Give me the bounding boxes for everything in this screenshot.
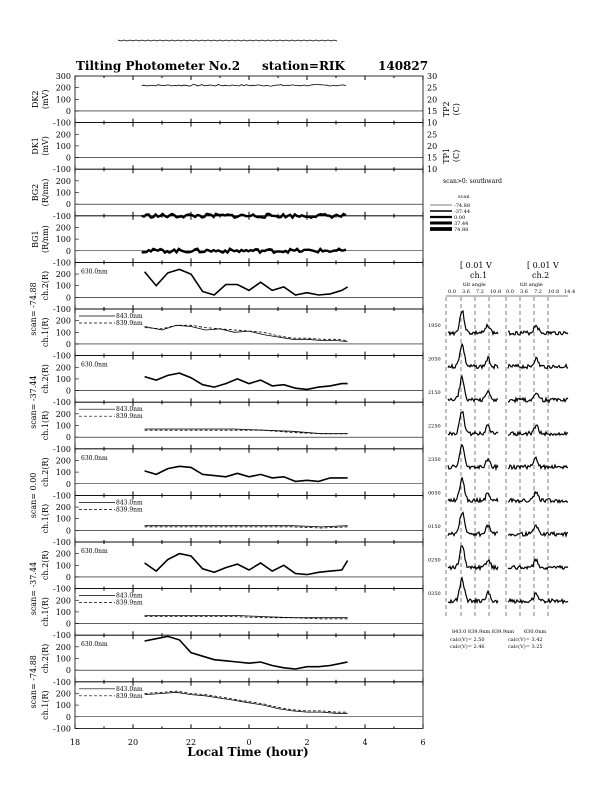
series-line-630-0nm [145,466,348,481]
panel-ylabel-unit: (mV) [41,89,50,110]
ch2-axis-label: 14.4 [564,289,576,295]
ch1-profile [448,546,498,570]
temp-tick-label: 20 [427,141,438,151]
panel-ylabel: DK1 [31,137,40,155]
y-tick-label: 100 [55,607,71,617]
y-tick-label: 0 [65,619,71,629]
legend-label-839: 839.9nm [116,413,143,421]
scan-label: scan= -37.44 [29,375,38,429]
series-line-843-0nm [145,692,348,713]
ch2-profile [508,325,568,334]
y-tick-label: 0 [65,246,71,256]
panel-ylabel-unit: (R/nm) [41,225,50,253]
ch1-calc-2: calc(V)= 2.46 [450,644,485,650]
legend-label-843: 843.0nm [116,685,143,693]
y-tick-label: -100 [53,724,71,734]
panel-ylabel-unit: (R/nm) [41,178,50,207]
panel-ylabel: DK2 [31,90,40,109]
profile-time-label: 0150 [428,524,441,530]
legend-label-839: 839.9nm [116,320,143,327]
y-tick-label: 200 [55,409,71,419]
profile-time-label: 2150 [428,390,441,396]
scan-legend-value: 0.00 [454,215,466,221]
ch2-profile [508,357,568,368]
ch2-calc-2: calc(V)= 3.25 [508,644,543,650]
y-tick-label: 100 [55,421,71,431]
y-tick-label: 0 [65,479,71,489]
y-tick-label: -100 [53,118,71,128]
ch2-profile [508,593,568,603]
profile-time-label: 1950 [428,323,441,329]
ch1-ylabel: ch.1(R) [41,317,50,348]
decorative-wave-line [118,40,337,41]
chart-title: Tilting Photometer No.2 [76,59,241,73]
temp-tick-label: 10 [427,165,438,175]
y-tick-label: -100 [53,444,71,454]
y-tick-label: 200 [55,503,71,513]
y-tick-label: -100 [53,631,71,641]
temp-tick-label: 10 [427,118,438,128]
series-line-839-9nm [145,325,348,340]
y-tick-label: -100 [53,305,71,314]
series-line-DK2 [142,85,346,87]
temp-tick-label: 30 [427,72,438,81]
ch1-axis-label: 3.6 [462,289,470,295]
temp-ylabel: TP1 [442,147,451,164]
ch2-profile [508,559,568,569]
ch1-tilt-label: tilt angle [463,282,486,288]
ch1-profile [448,376,498,401]
x-tick-label: 0 [246,738,252,747]
y-tick-label: -100 [53,584,71,594]
y-tick-label: 100 [55,701,71,711]
y-tick-label: 100 [55,328,71,338]
ch1-profile [448,513,498,537]
panel-ylabel-unit: (mV) [41,136,50,156]
ch1-profile [448,445,498,469]
y-tick-label: 0 [65,666,71,676]
y-tick-label: 200 [55,456,71,466]
y-tick-label: 200 [55,223,71,233]
series-line-630-0nm [145,373,348,389]
y-tick-label: 100 [55,95,71,105]
temp-tick-label: 25 [427,130,438,140]
y-tick-label: 200 [55,130,71,140]
wavelength-label-630: 630.0nm [81,454,108,462]
ch2-scale: [ 0.01 V [527,261,559,270]
series-line-630-0nm [145,554,348,575]
y-tick-label: 0 [65,293,71,303]
y-tick-label: 0 [65,386,71,396]
y-tick-label: -100 [53,491,71,501]
x-tick-label: 6 [420,738,426,747]
x-tick-label: 2 [304,738,310,747]
scan-label: scan= -74.88 [29,282,38,336]
temp-tick-label: 15 [427,153,438,163]
ch1-profile [448,477,498,502]
panel-frame-scan_0.00_ch2 [75,449,423,496]
y-tick-label: 100 [55,188,71,198]
y-tick-label: 200 [55,83,71,93]
date-label: 140827 [378,59,429,73]
legend-label-843: 843.0nm [116,313,143,320]
profile-time-label: 0050 [428,490,441,497]
y-tick-label: -100 [53,258,71,268]
y-tick-label: 200 [55,316,71,326]
y-tick-label: -100 [53,211,71,221]
y-tick-label: -100 [53,398,71,408]
ch1-ylabel: ch.1(R) [41,503,50,534]
scan-label: scan= -37.44 [29,561,38,616]
ch1-profile [448,578,498,603]
scan-legend-value: -37.44 [454,209,471,215]
ch2-ylabel: ch.2(R) [41,550,50,581]
ch2-profile [508,425,568,435]
ch2-bottom-label: 630.0nm [524,629,547,635]
y-tick-label: 200 [55,176,71,186]
y-tick-label: 0 [65,712,71,722]
profile-time-label: 2350 [428,457,441,463]
ch1-label: ch.1 [470,271,488,280]
panel-frame-scan_74.88_ch2 [75,635,423,682]
ch1-axis-label: 10.8 [490,289,502,295]
profile-time-label: 0250 [428,557,441,564]
scan-legend-value: -74.88 [454,203,471,209]
legend-label-839: 839.9nm [116,692,143,700]
y-tick-label: -100 [53,165,71,175]
ch1-axis-label: 0.0 [448,289,456,295]
y-tick-label: 200 [55,642,71,652]
ch1-bottom-label: 843.0 839.9nm 839.9nm [452,629,515,635]
ch1-ylabel: ch.1(R) [41,597,50,627]
ch2-ylabel: ch.2(R) [41,270,50,301]
series-line-630-0nm [145,269,348,295]
y-tick-label: 200 [55,596,71,606]
scan-label: scan= 0.00 [29,472,38,519]
ch1-profile [448,311,498,335]
series-line-839-9nm [145,691,348,712]
y-tick-label: 100 [55,654,71,664]
panel-frame-BG1 [75,216,423,263]
ch1-ylabel: ch.1(R) [41,690,50,720]
panel-ylabel: BG1 [31,230,40,248]
y-tick-label: 0 [65,572,71,582]
temp-tick-label: 20 [427,95,438,105]
series-line-839-9nm [145,430,348,434]
temp-tick-label: 25 [427,83,438,93]
y-tick-label: 100 [55,235,71,245]
y-tick-label: -100 [53,538,71,547]
x-tick-label: 22 [185,738,197,747]
panel-frame-DK2 [75,76,423,123]
series-line-843-0nm [145,325,348,341]
ch2-calc-1: calc(V)= 3.42 [508,637,543,643]
profile-time-label: 2250 [428,423,441,430]
scan-legend-value: 74.88 [454,227,469,233]
wavelength-label-630: 630.0nm [81,268,108,276]
ch2-tilt-label: tilt angle [520,282,543,288]
ch2-ylabel: ch.2(R) [41,643,50,674]
y-tick-label: -100 [53,351,71,361]
y-tick-label: 200 [55,549,71,559]
scan-legend-value: 37.44 [454,221,469,227]
profile-time-label: 0350 [428,591,441,597]
panel-frame-scan_37.44_ch2 [75,542,423,589]
series-line-630-0nm [145,636,348,669]
legend-label-839: 839.9nm [116,506,143,514]
y-tick-label: 200 [55,270,71,280]
station-label: station=RIK [262,59,345,73]
legend-label-839: 839.9nm [116,599,143,607]
y-tick-label: 100 [55,141,71,151]
ch1-profile [448,344,498,368]
ch2-profile [508,457,568,469]
temp-ylabel-unit: (C) [452,103,461,116]
panel-frame-scan_-74.88_ch2 [75,262,423,309]
panel-frame-scan_-37.44_ch2 [75,356,423,403]
ch1-ylabel: ch.1(R) [41,410,50,441]
legend-label-843: 843.0nm [116,499,143,507]
temp-tick-label: 15 [427,106,438,116]
temp-ylabel-unit: (C) [452,149,461,163]
scan-legend-header: scan [458,194,470,200]
ch2-label: ch.2 [532,271,550,280]
x-tick-label: 20 [127,738,139,747]
y-tick-label: 0 [65,153,71,163]
temp-ylabel: TP2 [442,101,451,118]
legend-label-843: 843.0nm [116,592,143,600]
series-line-843-0nm [145,429,348,434]
ch2-ylabel: ch.2(R) [41,457,50,487]
ch2-axis-label: 3.6 [520,289,528,295]
legend-label-843: 843.0nm [116,406,143,414]
ch1-scale: [ 0.01 V [460,261,492,270]
y-tick-label: 0 [65,106,71,116]
series-line-BG1 [142,249,346,253]
y-tick-label: 100 [55,514,71,524]
y-tick-label: 0 [65,433,71,443]
y-tick-label: 200 [55,689,71,699]
x-tick-label: 4 [362,738,368,747]
ch1-profile [448,412,498,436]
y-tick-label: 100 [55,374,71,384]
y-tick-label: -100 [53,677,71,687]
y-tick-label: 200 [55,363,71,373]
y-tick-label: 100 [55,468,71,478]
y-tick-label: 100 [55,281,71,291]
ch2-axis-label: 7.2 [534,289,542,295]
ch2-profile [508,492,568,503]
scan-label: scan= -74.88 [29,655,38,709]
y-tick-label: 300 [55,72,71,81]
ch1-axis-label: 7.2 [476,289,484,295]
ch2-ylabel: ch.2(R) [41,364,50,394]
wavelength-label-630: 630.0nm [81,641,108,649]
scan-note: scan>0: southward [443,178,502,185]
wavelength-label-630: 630.0nm [81,361,108,369]
y-tick-label: 0 [65,200,71,210]
x-tick-label: 18 [69,738,81,747]
profile-time-label: 2050 [428,356,441,363]
ch2-profile [508,525,568,536]
ch2-axis-label: 0.0 [506,289,514,295]
wavelength-label-630: 630.0nm [81,548,108,555]
y-tick-label: 100 [55,561,71,571]
ch2-profile [508,393,568,402]
ch1-calc-1: calc(V)= 2.50 [450,637,485,643]
y-tick-label: 0 [65,339,71,349]
y-tick-label: 0 [65,526,71,536]
panel-frame-DK1 [75,123,423,170]
panel-frame-BG2 [75,169,423,216]
x-axis-title: Local Time (hour) [187,745,309,759]
panel-ylabel: BG2 [31,183,40,202]
ch2-axis-label: 10.8 [548,289,560,295]
